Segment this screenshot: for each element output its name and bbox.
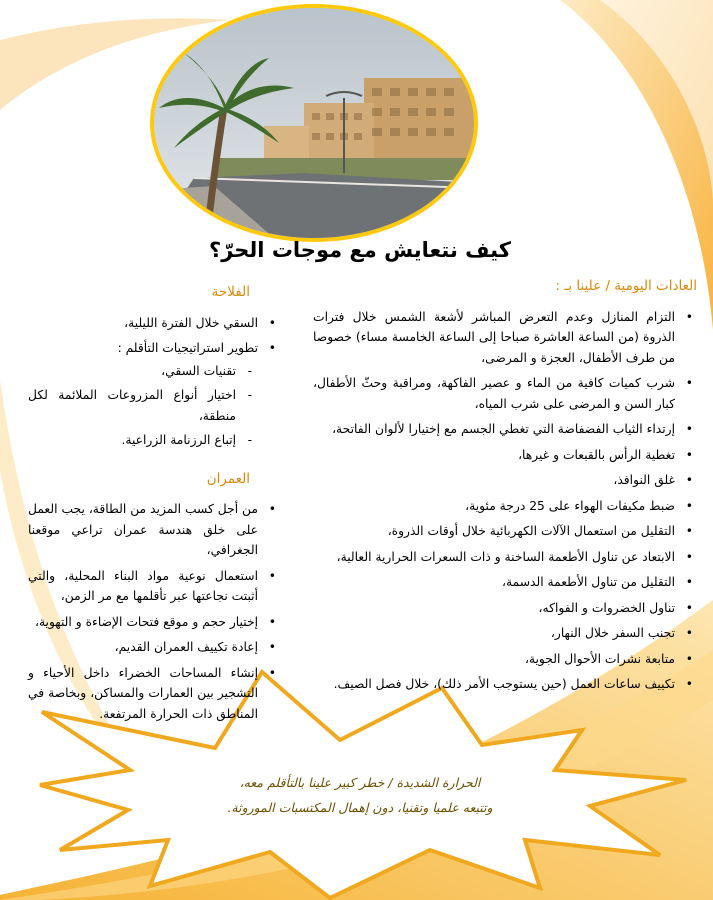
list-item: • التزام المنازل وعدم التعرض المباشر لأشعة الشمس خلال فترات الذروة (من الساعة العاشرة صباحا إلى الساعة الخامسة مساء) خصوصا من طرف الأطفال، العجزة و المرضى، [313, 307, 697, 369]
bullet-icon: • [685, 376, 693, 390]
bullet-icon: • [268, 614, 276, 629]
callout-text [170, 770, 550, 820]
list-item: • تناول الخضروات و الفواكه، [313, 598, 697, 619]
bullet-icon: • [268, 502, 276, 516]
list-item: • تغطية الرأس بالقبعات و غيرها، [313, 445, 697, 466]
urbanism-list [28, 499, 280, 724]
list-item: • إعادة تكييف العمران القديم، [28, 637, 280, 658]
list-item: • السقي خلال الفترة الليلية، [28, 313, 280, 334]
bullet-icon: • [268, 341, 276, 355]
bullet-icon: • [685, 447, 693, 462]
list-item: • من أجل كسب المزيد من الطاقة، يجب العمل على خلق هندسة عمران تراعي موقعنا الجغرافي، [28, 499, 280, 561]
daily-habits-section [313, 276, 697, 700]
bullet-icon: • [685, 677, 693, 691]
callout-line-1: الحرارة الشديدة / خطر كبير علينا بالتأقلم معه، [239, 775, 481, 790]
bullet-icon: • [685, 575, 693, 589]
bullet-icon: • [685, 651, 693, 666]
list-item: - اختيار أنواع المزروعات الملائمة لكل منطقة، [28, 385, 280, 426]
bullet-icon: • [685, 626, 693, 640]
bullet-icon: • [685, 524, 693, 538]
dash-icon: - [247, 433, 252, 447]
dash-icon: - [247, 363, 252, 378]
bullet-icon: • [685, 309, 693, 324]
list-item: • الابتعاد عن تناول الأطعمة الساخنة و ذات السعرات الحرارية العالية، [313, 547, 697, 568]
page-title: كيف نتعايش مع موجات الحرّ؟ [209, 238, 511, 262]
bullet-icon: • [268, 665, 276, 680]
list-item: • تكييف ساعات العمل (حين يستوجب الأمر ذلك)، خلال فصل الصيف. [313, 674, 697, 695]
bullet-icon: • [685, 422, 693, 436]
list-item: • متابعة نشرات الأحوال الجوية، [313, 649, 697, 670]
list-item: - تقنيات السقي، [28, 361, 280, 382]
list-item: • التقليل من استعمال الآلات الكهربائية خلال أوقات الذروة، [313, 521, 697, 542]
list-item: • التقليل من تناول الأطعمة الدسمة، [313, 572, 697, 593]
list-item: • إرتداء الثياب الفضفاضة التي تغطي الجسم مع إختيارا لألوان الفاتحة، [313, 419, 697, 440]
agriculture-list [28, 313, 280, 451]
bullet-icon: • [268, 640, 276, 654]
list-item: • تطوير استراتيجيات التأقلم : [28, 338, 280, 359]
bullet-icon: • [685, 473, 693, 487]
list-item: • شرب كميات كافية من الماء و عصير الفاكهة، ومراقبة وحثّ الأطفال، كبار السن و المرضى على شرب المياه، [313, 373, 697, 414]
street-photo [150, 4, 478, 242]
left-column [28, 282, 280, 729]
daily-habits-heading: العادات اليومية / علينا بـ : [555, 278, 697, 294]
agriculture-heading: الفلاحة [211, 284, 250, 300]
daily-habits-list [313, 307, 697, 695]
callout-line-2: وتتبعه علميا وتقنيا، دون إهمال المكتسبات الموروثة. [227, 800, 493, 815]
list-item: - إتباع الرزنامة الزراعية. [28, 430, 280, 451]
bullet-icon: • [268, 568, 276, 583]
list-item: • ضبط مكيفات الهواء على 25 درجة مئوية، [313, 496, 697, 517]
bullet-icon: • [685, 600, 693, 615]
list-item: • إختيار حجم و موقع فتحات الإضاءة و التهوية، [28, 612, 280, 633]
list-item: • إنشاء المساحات الخضراء داخل الأحياء و التشجير بين العمارات والمساكن، وبخاصة في المناطق ذات الحرارة المرتفعة. [28, 663, 280, 725]
bullet-icon: • [685, 549, 693, 564]
list-item: • استعمال نوعية مواد البناء المحلية، والتي أثبتت نجاعتها عبر تأقلمها مع مر الزمن، [28, 566, 280, 607]
list-item: • غلق النوافذ، [313, 470, 697, 491]
urbanism-heading: العمران [206, 470, 250, 487]
bullet-icon: • [268, 315, 276, 330]
dash-icon: - [247, 388, 252, 402]
list-item: • تجنب السفر خلال النهار، [313, 623, 697, 644]
bullet-icon: • [685, 498, 693, 513]
